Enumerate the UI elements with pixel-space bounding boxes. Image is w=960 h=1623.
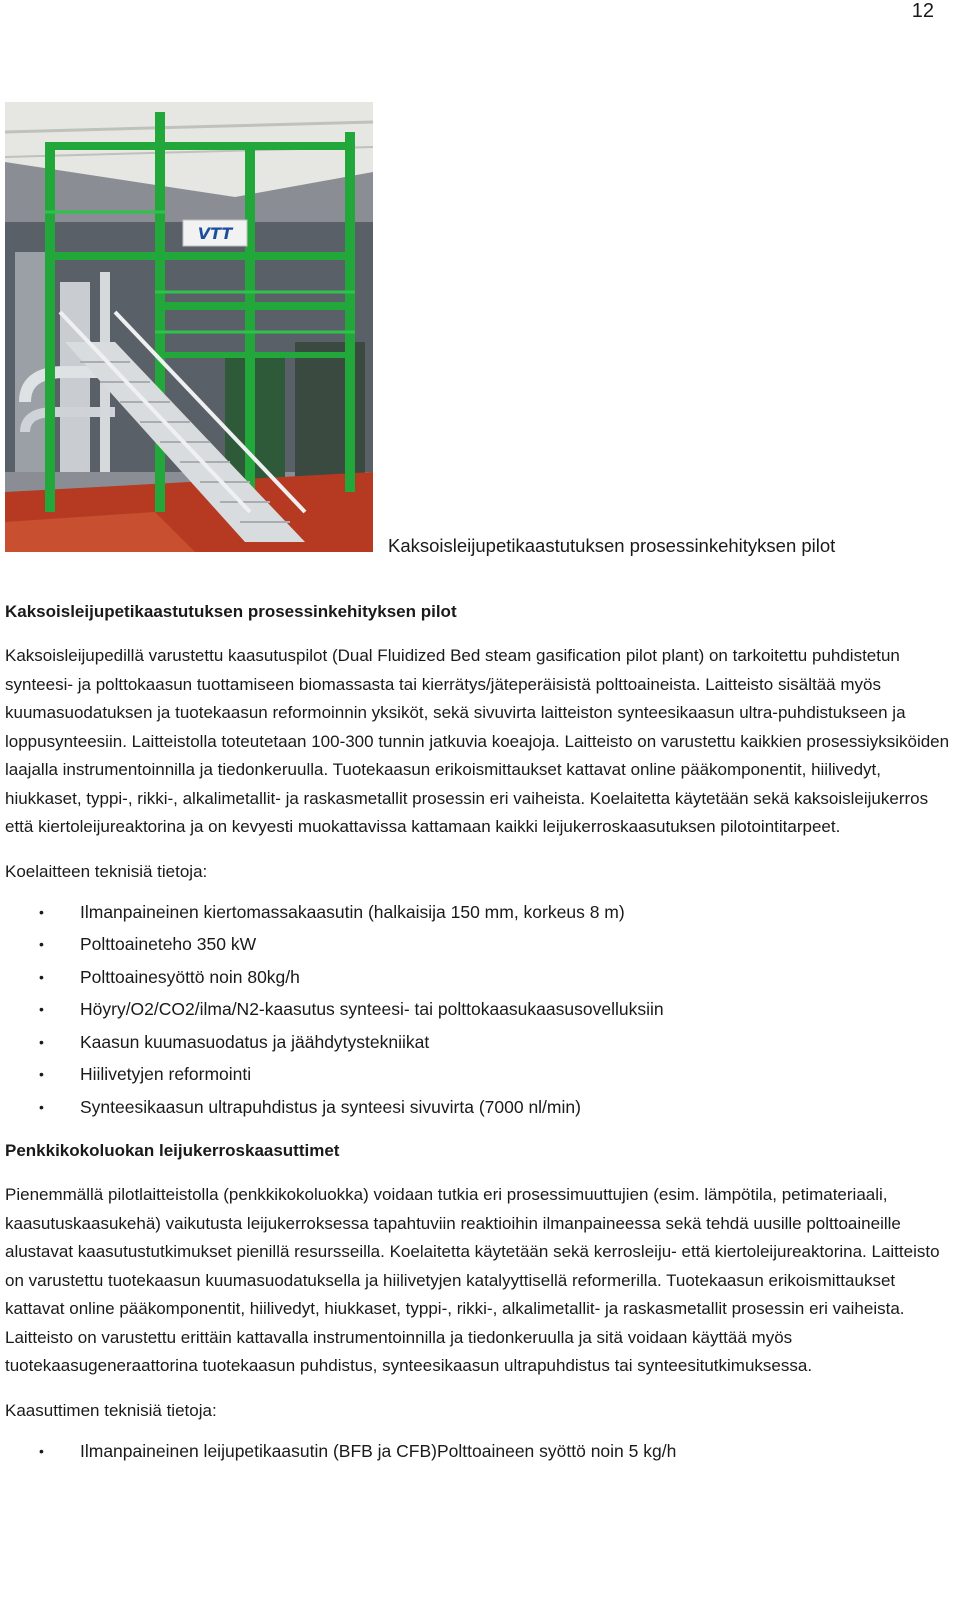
document-body <box>5 600 955 1467</box>
specs-list-bench <box>5 1435 955 1468</box>
list-item: • Hiilivetyjen reformointi <box>5 1058 955 1091</box>
list-item: • Synteesikaasun ultrapuhdistus ja synteesi sivuvirta (7000 nl/min) <box>5 1091 955 1124</box>
section-paragraph-bench: Pienemmällä pilotlaitteistolla (penkkikokoluokka) voidaan tutkia eri prosessimuuttujien (esim. lämpötila, petimateriaali, kaasutuskaasukehä) vaikutusta leijukerroksessa tapahtuviin reaktioihin ilmanpaineessa sekä tehdä uusille polttoaineille alustavat kaasutustutkimukset pienillä resursseilla. Koelaitetta käytetään sekä kerrosleiju- että kiertoleijureaktorina. Laitteisto on varustettu tuotekaasun kuumasuodatuksella ja hiilivetyjen katalyyttisellä reformerilla. Tuotekaasun erikoismittaukset kattavat online pääkomponentit, hiilivedyt, hiukkaset, typpi-, rikki-, alkalimetallit- ja raskasmetallit prosessin eri vaiheista. Laitteisto on varustettu erittäin kattavalla instrumentoinnilla ja tiedonkeruulla ja sitä voidaan käyttää myös tuotekaasugeneraattorina tuotekaasun puhdistus, synteesikaasun ultrapuhdistus tai synteesitutkimuksessa. <box>5 1185 940 1375</box>
list-item: • Ilmanpaineinen leijupetikaasutin (BFB ja CFB)Polttoaineen syöttö noin 5 kg/h <box>5 1435 955 1468</box>
vtt-logo: VTT <box>197 224 233 243</box>
pilot-plant-illustration <box>5 102 373 552</box>
section-paragraph-pilot: Kaksoisleijupedillä varustettu kaasutuspilot (Dual Fluidized Bed steam gasification pilot plant) on tarkoitettu puhdistetun synteesi- ja polttokaasun tuottamiseen biomassasta tai kierrätys/jäteperäisistä polttoaineista. Laitteisto sisältää myös kuumasuodatuksen ja tuotekaasun reformoinnin yksiköt, sekä sivuvirta laitteiston synteesikaasun ultra-puhdistukseen ja loppusynteesiin. Laitteistolla toteutetaan 100-300 tunnin jatkuvia koeajoja. Laitteisto on varustettu kaikkien prosessiyksiköiden laajalla instrumentoinnilla ja tiedonkeruulla. Tuotekaasun erikoismittaukset kattavat online pääkomponentit, hiilivedyt, hiukkaset, typpi-, rikki-, alkalimetallit- ja raskasmetallit prosessin eri vaiheista. Koelaitetta käytetään sekä kaksoisleijukerros että kiertoleijureaktorina ja on kevyesti muokattavissa kattamaan kaikki leijukerroskaasutuksen pilotointitarpeet. <box>5 646 950 836</box>
pilot-plant-photo <box>5 102 373 552</box>
section-heading-bench: Penkkikokoluokan leijukerroskaasuttimet <box>5 1141 340 1160</box>
list-item: • Ilmanpaineinen kiertomassakaasutin (halkaisija 150 mm, korkeus 8 m) <box>5 896 955 929</box>
list-item: • Höyry/O2/CO2/ilma/N2-kaasutus synteesi- tai polttokaasukaasusovelluksiin <box>5 993 955 1026</box>
figure-caption: Kaksoisleijupetikaastutuksen prosessinkehityksen pilot <box>388 535 836 556</box>
list-item: • Kaasun kuumasuodatus ja jäähdytystekniikat <box>5 1026 955 1059</box>
specs-title-bench: Kaasuttimen teknisiä tietoja: <box>5 1400 217 1420</box>
list-item: • Polttoaineteho 350 kW <box>5 928 955 961</box>
specs-title-pilot: Koelaitteen teknisiä tietoja: <box>5 861 208 881</box>
section-heading-pilot: Kaksoisleijupetikaastutuksen prosessinkehityksen pilot <box>5 602 457 621</box>
specs-list-pilot <box>5 896 955 1124</box>
list-item: • Polttoainesyöttö noin 80kg/h <box>5 961 955 994</box>
page-number: 12 <box>911 0 934 22</box>
